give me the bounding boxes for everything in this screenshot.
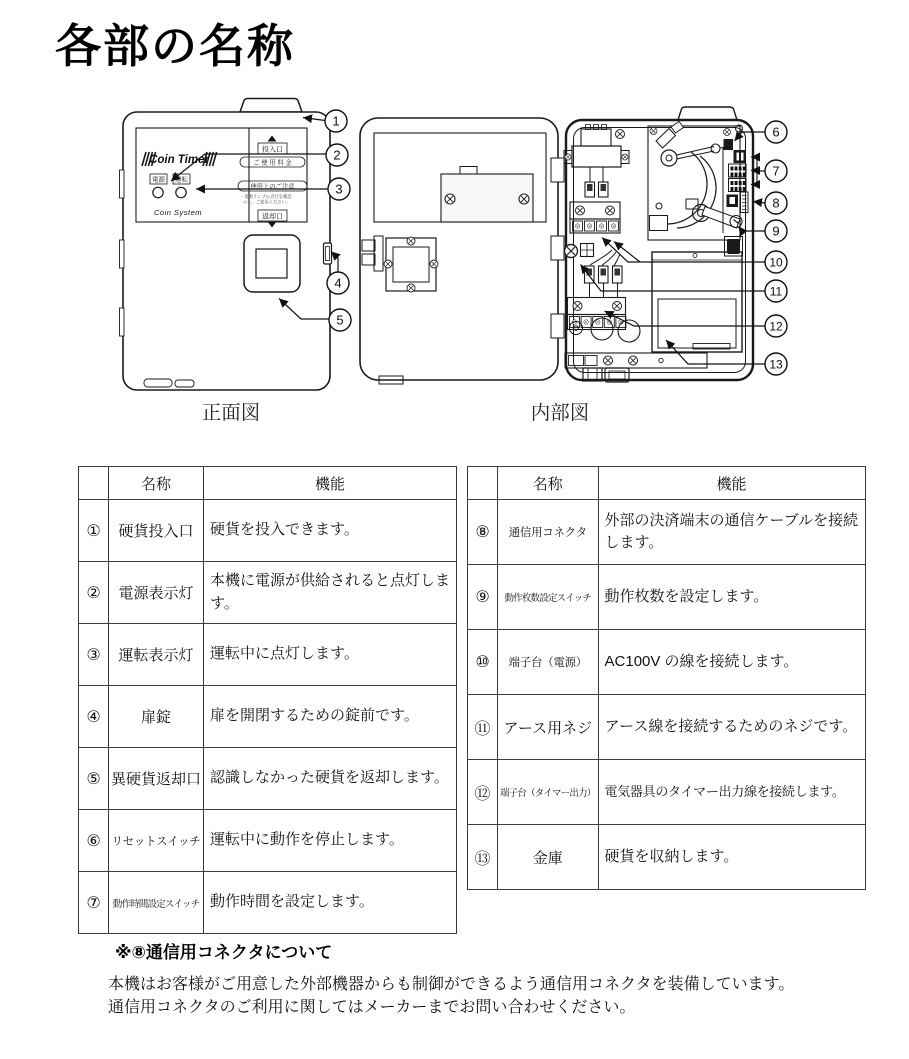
table-row [79,624,457,686]
callout-number: 10 [769,255,783,270]
hinge [551,236,564,260]
part-function: 扉を開閉するための錠前です。 [204,686,457,748]
callout-3 [328,178,350,200]
internal-callouts [765,121,787,375]
part-name: 端子台（タイマー出力） [498,760,599,825]
col-header-function: 機能 [598,467,865,500]
part-function: 本機に電源が供給されると点灯します。 [204,562,457,624]
hinge [551,314,564,338]
hinge [551,158,564,182]
slot-label: 投入口 [262,146,283,154]
note-line: 通信用コネクタのご利用に関してはメーカーまでお問い合わせください。 [108,999,636,1016]
part-function: 硬貨を投入できます。 [204,500,457,562]
part-function: 電気器具のタイマー出力線を接続します。 [598,760,865,825]
part-name: アース用ネジ [498,695,599,760]
page-title: 各部の名称 [55,20,295,72]
callout-7 [765,160,787,182]
part-name: 通信用コネクタ [498,500,599,565]
coin-slot-hood-top [678,107,737,120]
table-row [468,500,866,565]
header-row [79,467,457,500]
parts-diagram [0,90,909,442]
table-row [79,748,457,810]
callout-number: 12 [769,319,783,334]
callout-number: 6 [772,124,780,140]
part-function: 硬貨を収納します。 [598,825,865,890]
table-row [468,825,866,890]
coin-validator-backplate [441,167,533,223]
callout-1 [325,110,347,132]
hinge-mark [120,308,125,336]
callout-number: 2 [333,147,341,163]
callout-2 [326,144,348,166]
callout-6 [765,121,787,143]
header-row [468,467,866,500]
table-row [468,695,866,760]
callout-12 [765,315,787,337]
table-row [79,500,457,562]
part-function: AC100V の線を接続します。 [598,630,865,695]
caution-line: ・電源ランプの点灯を確認 [240,194,292,199]
note-body [108,973,828,1019]
table-row [79,686,457,748]
table-row [79,810,457,872]
callout-number: 11 [769,284,783,299]
note-line: 本機はお客様がご用意した外部機器からも制御ができるよう通信用コネクタを装備しています。 [108,976,795,993]
table-row [468,630,866,695]
table-row [468,760,866,825]
callout-number: 5 [336,312,344,328]
col-header-blank [79,467,109,500]
callout-number: 13 [769,357,783,372]
brand-text: Coin System [154,208,203,217]
callout-number: 1 [332,113,340,129]
internal-door [360,118,564,384]
front-view [120,99,332,391]
part-name: リセットスイッチ [109,810,204,872]
row-number: ⑧ [468,500,498,565]
part-name: 動作時間設定スイッチ [109,872,204,934]
part-name: 扉錠 [109,686,204,748]
front-view-caption: 正面図 [201,402,261,424]
callout-number: 4 [334,275,342,291]
callout-4 [327,272,349,294]
return-label: 返却口 [262,213,283,221]
parts-table-left [78,466,457,934]
run-led-label: 運転 [175,176,188,184]
row-number: ② [79,562,109,624]
part-function: アース線を接続するためのネジです。 [598,695,865,760]
callout-number: 7 [772,163,780,179]
callout-13 [765,353,787,375]
part-function: 運転中に点灯します。 [204,624,457,686]
col-header-name: 名称 [498,467,599,500]
coin-slot-hood [240,99,302,113]
part-function: 運転中に動作を停止します。 [204,810,457,872]
part-name: 動作枚数設定スイッチ [498,565,599,630]
door-lock [324,243,332,264]
table-row [468,565,866,630]
part-function: 外部の決済端末の通信ケーブルを接続します。 [598,500,865,565]
row-number: ④ [79,686,109,748]
part-name: 硬貨投入口 [109,500,204,562]
row-number: ⑨ [468,565,498,630]
row-number: ⑦ [79,872,109,934]
table-row [79,872,457,934]
caution-line: の上、ご使用ください。 [243,199,291,205]
part-name: 電源表示灯 [109,562,204,624]
row-number: ⑪ [468,695,498,760]
callout-11 [765,280,787,302]
row-number: ⑩ [468,630,498,695]
internal-view-caption: 内部図 [530,402,590,424]
callout-8 [765,192,787,214]
callout-10 [765,251,787,273]
col-header-name: 名称 [109,467,204,500]
row-number: ⑥ [79,810,109,872]
power-led-label: 電源 [152,176,165,184]
row-number: ⑬ [468,825,498,890]
callout-number: 3 [335,181,343,197]
hinge-mark [120,240,125,268]
internal-body [564,107,753,382]
callout-number: 9 [772,223,780,239]
fee-label: ご 使 用 料 金 [253,159,292,167]
part-name: 運転表示灯 [109,624,204,686]
part-function: 認識しなかった硬貨を返却します。 [204,748,457,810]
part-name: 金庫 [498,825,599,890]
time-setting-connector [734,150,747,163]
row-number: ① [79,500,109,562]
parts-table-right [467,466,866,890]
internal-view [360,107,753,384]
caution-title: 使用上のご注意 [250,183,295,191]
callout-5 [329,309,351,331]
row-number: ⑫ [468,760,498,825]
note-section [108,938,828,1019]
col-header-function: 機能 [204,467,457,500]
part-name: 端子台（電源） [498,630,599,695]
part-name: 異硬貨返却口 [109,748,204,810]
table-row [79,562,457,624]
hinge-mark [120,170,125,198]
note-heading: ※⑧通信用コネクタについて [115,943,333,962]
row-number: ③ [79,624,109,686]
logo-text: Coin Timer [149,154,209,166]
col-header-blank [468,467,498,500]
part-function: 動作枚数を設定します。 [598,565,865,630]
row-number: ⑤ [79,748,109,810]
part-function: 動作時間を設定します。 [204,872,457,934]
callout-number: 8 [772,195,780,211]
callout-9 [765,220,787,242]
